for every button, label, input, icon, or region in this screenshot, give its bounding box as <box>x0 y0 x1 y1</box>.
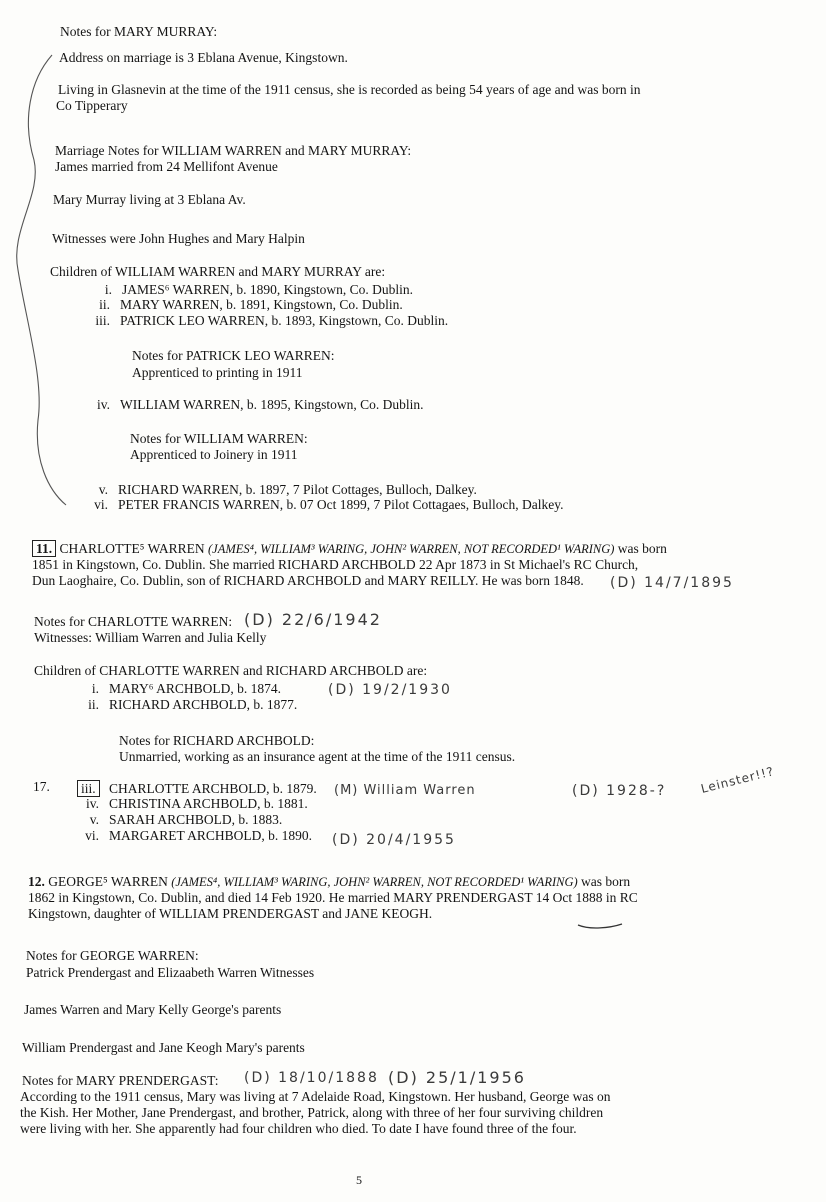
text-line: 1851 in Kingstown, Co. Dublin. She married RICHARD ARCHBOLD 22 Apr 1873 in St Michael's RC Church, <box>32 557 639 572</box>
list-item: vi. MARGARET ARCHBOLD, b. 1890. <box>85 828 313 843</box>
handwritten-annotation: Leinster!!? <box>699 764 776 796</box>
handwritten-annotation: (D) 20/4/1955 <box>332 832 456 848</box>
list-item: iv. CHRISTINA ARCHBOLD, b. 1881. <box>86 796 308 811</box>
handwritten-annotation: (D) 25/1/1956 <box>388 1068 526 1087</box>
list-item: v. SARAH ARCHBOLD, b. 1883. <box>89 812 283 827</box>
text-line: Address on marriage is 3 Eblana Avenue, Kingstown. <box>59 50 348 65</box>
text-line: the Kish. Her Mother, Jane Prendergast, and brother, Patrick, along with three of her four surviving children <box>20 1105 604 1120</box>
text-line: According to the 1911 census, Mary was living at 7 Adelaide Road, Kingstown. Her husband, George was on <box>20 1089 611 1104</box>
entry-number: 11. <box>32 540 56 557</box>
text-line: were living with her. She apparently had four children who died. To date I have found three of the four. <box>20 1121 577 1136</box>
entry-heading: 12. GEORGE⁵ WARREN (JAMES⁴, WILLIAM³ WARING, JOHN² WARREN, NOT RECORDED¹ WARING) was born <box>28 874 631 889</box>
text-line: James Warren and Mary Kelly George's parents <box>24 1002 282 1017</box>
reference-number: 17. <box>33 779 50 794</box>
note-heading: Notes for RICHARD ARCHBOLD: <box>119 733 315 748</box>
text-line: Witnesses were John Hughes and Mary Halpin <box>52 231 305 246</box>
handwritten-annotation: (D) 18/10/1888 <box>244 1070 379 1086</box>
handwritten-annotation: (D) 14/7/1895 <box>610 575 734 591</box>
list-item: vi. PETER FRANCIS WARREN, b. 07 Oct 1899, 7 Pilot Cottagaes, Bulloch, Dalkey. <box>94 497 564 512</box>
text-line: 1862 in Kingstown, Co. Dublin, and died 14 Feb 1920. He married MARY PRENDERGAST 14 Oct 1888 in RC <box>28 890 638 905</box>
children-heading: Children of WILLIAM WARREN and MARY MURRAY are: <box>50 264 386 279</box>
list-item: iv. WILLIAM WARREN, b. 1895, Kingstown, Co. Dublin. <box>97 397 424 412</box>
handwritten-annotation: (M) William Warren <box>334 783 476 798</box>
children-heading: Children of CHARLOTTE WARREN and RICHARD ARCHBOLD are: <box>34 663 428 678</box>
text-line: Apprenticed to Joinery in 1911 <box>130 447 298 462</box>
underline-annotation <box>578 924 622 928</box>
note-heading: Notes for MARY PRENDERGAST: <box>22 1073 219 1088</box>
entry-heading: 11. CHARLOTTE⁵ WARREN (JAMES⁴, WILLIAM³ WARING, JOHN² WARREN, NOT RECORDED¹ WARING) was born <box>32 540 667 557</box>
text-line: Apprenticed to printing in 1911 <box>132 365 303 380</box>
list-item: ii. RICHARD ARCHBOLD, b. 1877. <box>88 697 298 712</box>
list-item: iii. PATRICK LEO WARREN, b. 1893, Kingstown, Co. Dublin. <box>95 313 449 328</box>
list-item: v. RICHARD WARREN, b. 1897, 7 Pilot Cottages, Bulloch, Dalkey. <box>98 482 477 497</box>
list-item: i. JAMES⁶ WARREN, b. 1890, Kingstown, Co. Dublin. <box>104 282 413 297</box>
list-item: ii. MARY WARREN, b. 1891, Kingstown, Co. Dublin. <box>99 297 403 312</box>
list-item: iii. CHARLOTTE ARCHBOLD, b. 1879. <box>77 780 317 797</box>
text-line: Unmarried, working as an insurance agent at the time of the 1911 census. <box>119 749 516 764</box>
text-line: William Prendergast and Jane Keogh Mary's parents <box>22 1040 305 1055</box>
handwritten-annotation: (D) 22/6/1942 <box>244 610 382 629</box>
handwritten-annotation: (D) 19/2/1930 <box>328 682 452 698</box>
note-heading: Notes for PATRICK LEO WARREN: <box>132 348 335 363</box>
text-line: Living in Glasnevin at the time of the 1911 census, she is recorded as being 54 years of age and was born in <box>58 82 641 97</box>
note-heading: Notes for CHARLOTTE WARREN: <box>34 614 233 629</box>
text-line: Witnesses: William Warren and Julia Kelly <box>34 630 267 645</box>
handwritten-annotation: (D) 1928-? <box>572 783 667 799</box>
list-item: i. MARY⁶ ARCHBOLD, b. 1874. <box>91 681 281 696</box>
text-line: Dun Laoghaire, Co. Dublin, son of RICHARD ARCHBOLD and MARY REILLY. He was born 1848. <box>32 573 584 588</box>
text-line: Kingstown, daughter of WILLIAM PRENDERGAST and JANE KEOGH. <box>28 906 433 921</box>
text-line: Mary Murray living at 3 Eblana Av. <box>53 192 246 207</box>
text-line: Patrick Prendergast and Elizaabeth Warren Witnesses <box>26 965 315 980</box>
note-heading: Notes for MARY MURRAY: <box>60 24 218 39</box>
text-line: Co Tipperary <box>56 98 128 113</box>
note-heading: Notes for GEORGE WARREN: <box>26 948 199 963</box>
note-heading: Marriage Notes for WILLIAM WARREN and MARY MURRAY: <box>55 143 412 158</box>
text-line: James married from 24 Mellifont Avenue <box>55 159 278 174</box>
note-heading: Notes for WILLIAM WARREN: <box>130 431 308 446</box>
page-number: 5 <box>356 1173 362 1187</box>
entry-number: 12. <box>28 874 45 889</box>
